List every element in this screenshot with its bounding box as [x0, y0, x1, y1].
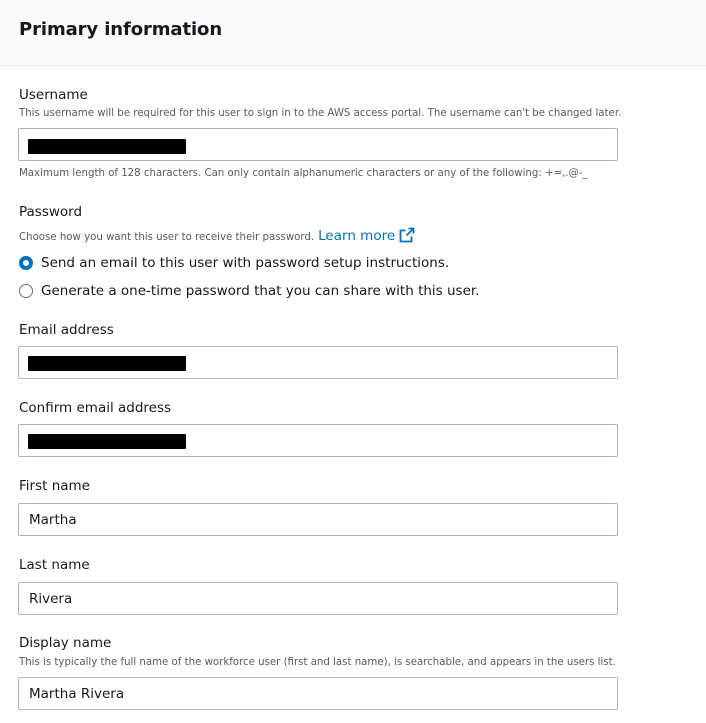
username-constraint: Maximum length of 128 characters. Can only contain alphanumeric characters or any of the following: +=,.@-_ [19, 168, 588, 179]
last-name-field[interactable] [18, 582, 618, 615]
username-label: Username [19, 87, 88, 103]
display-name-label: Display name [19, 635, 112, 651]
first-name-field[interactable] [18, 503, 618, 536]
password-option-email-label: Send an email to this user with password setup instructions. [41, 255, 450, 271]
section-title: Primary information [19, 19, 223, 40]
password-description: Choose how you want this user to receive their password. [19, 231, 315, 243]
last-name-label: Last name [19, 557, 90, 573]
display-name-description: This is typically the full name of the workforce user (first and last name), is searchable, and appears in the users list. [19, 657, 616, 668]
section-header [0, 0, 706, 66]
display-name-field[interactable] [18, 677, 618, 710]
email-label: Email address [19, 322, 114, 338]
password-description-row [19, 227, 415, 247]
redacted-value [28, 139, 186, 154]
confirm-email-label: Confirm email address [19, 400, 172, 416]
username-description: This username will be required for this user to sign in to the AWS access portal. The username can't be changed later. [19, 108, 622, 119]
redacted-value [28, 356, 186, 371]
external-link-icon [399, 227, 415, 247]
password-option-one-time[interactable] [19, 283, 480, 299]
radio-unselected-icon[interactable] [19, 284, 33, 298]
redacted-value [28, 434, 186, 449]
first-name-label: First name [19, 478, 90, 494]
radio-selected-icon[interactable] [19, 256, 33, 270]
password-option-email[interactable] [19, 255, 449, 271]
password-label: Password [19, 204, 83, 220]
password-option-one-time-label: Generate a one-time password that you can share with this user. [41, 283, 480, 299]
learn-more-link[interactable] [318, 227, 415, 247]
learn-more-label: Learn more [318, 228, 396, 244]
